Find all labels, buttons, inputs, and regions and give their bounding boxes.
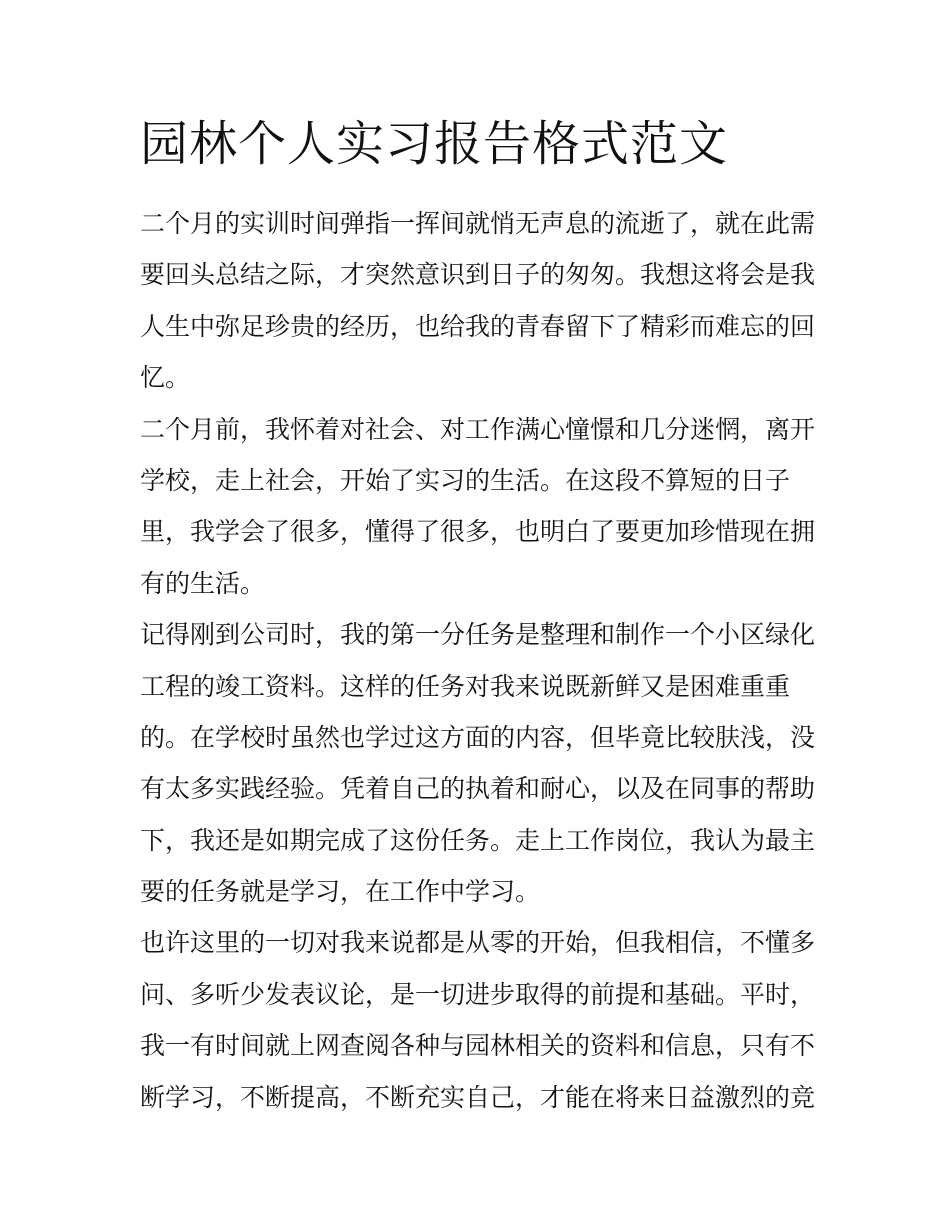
- text-line: 有太多实践经验。凭着自己的执着和耐心，以及在同事的帮助: [140, 774, 816, 804]
- text-line: 有的生活。: [140, 568, 266, 598]
- text-line: 也许这里的一切对我来说都是从零的开始，但我相信，不懂多: [140, 928, 816, 958]
- text-line: 要回头总结之际，才突然意识到日子的匆匆。我想这将会是我: [140, 260, 816, 290]
- text-line: 二个月前，我怀着对社会、对工作满心憧憬和几分迷惘，离开: [140, 414, 816, 444]
- text-line: 下，我还是如期完成了这份任务。走上工作岗位，我认为最主: [140, 825, 816, 855]
- text-line: 里，我学会了很多，懂得了很多，也明白了要更加珍惜现在拥: [140, 517, 816, 547]
- document-title: 园林个人实习报告格式范文: [140, 116, 729, 172]
- text-line: 记得刚到公司时，我的第一分任务是整理和制作一个小区绿化: [140, 620, 816, 650]
- text-line: 工程的竣工资料。这样的任务对我来说既新鲜又是困难重重: [140, 671, 791, 701]
- text-line: 要的任务就是学习，在工作中学习。: [140, 877, 541, 907]
- text-line: 人生中弥足珍贵的经历，也给我的青春留下了精彩而难忘的回: [140, 311, 816, 341]
- text-line: 我一有时间就上网查阅各种与园林相关的资料和信息，只有不: [140, 1031, 816, 1061]
- text-line: 学校，走上社会，开始了实习的生活。在这段不算短的日子: [140, 465, 791, 495]
- document-body: [140, 198, 820, 1123]
- text-line: 断学习，不断提高，不断充实自己，才能在将来日益激烈的竞: [140, 1082, 816, 1112]
- text-line: 二个月的实训时间弹指一挥间就悄无声息的流逝了，就在此需: [140, 209, 816, 238]
- text-line: 忆。: [140, 363, 191, 393]
- text-line: 问、多听少发表议论，是一切进步取得的前提和基础。平时，: [140, 979, 816, 1009]
- text-line: 的。在学校时虽然也学过这方面的内容，但毕竟比较肤浅，没: [140, 722, 816, 752]
